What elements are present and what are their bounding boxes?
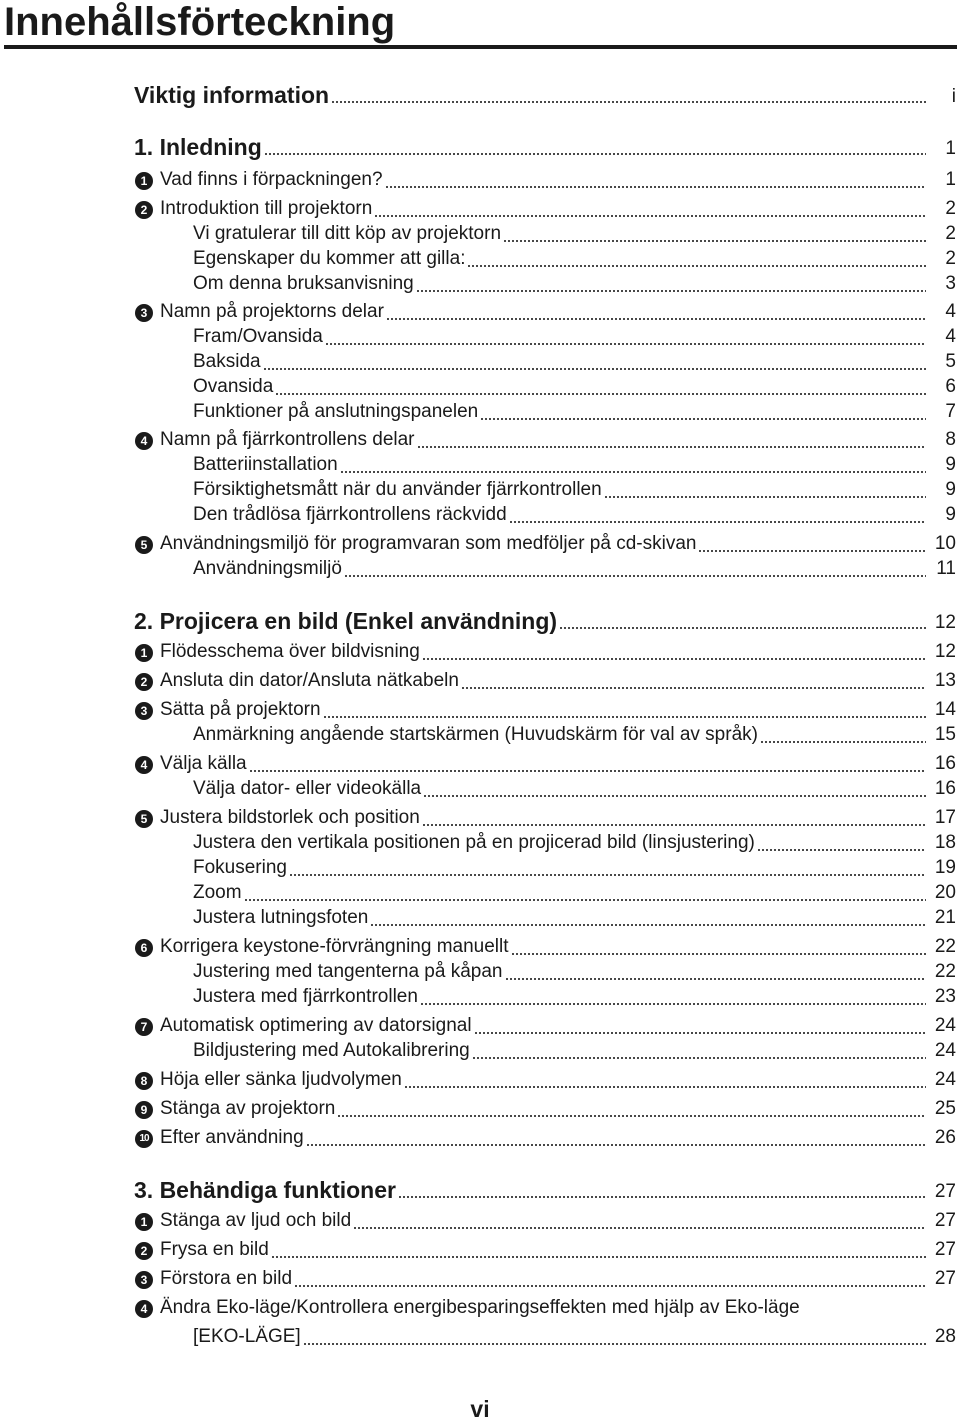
dot-leader [417, 446, 926, 448]
dot-leader [404, 1086, 926, 1088]
toc-entry-label: Ändra Eko-läge/Kontrollera energibesparingseffekten med hjälp av Eko-läge [160, 1295, 802, 1321]
toc-entry[interactable] [0, 299, 960, 325]
number-circle-icon: 3 [135, 702, 153, 720]
number-circle-icon: 1 [135, 1213, 153, 1231]
number-circle-icon: 2 [135, 201, 153, 219]
toc-entry[interactable] [0, 1208, 960, 1234]
toc-entry-label: Baksida [193, 349, 263, 375]
toc-entry-label: Välja dator- eller videokälla [193, 776, 423, 802]
dot-leader [385, 186, 926, 188]
toc-page-number: 18 [932, 830, 956, 856]
number-circle-icon: 4 [135, 432, 153, 450]
toc-page-number: 14 [932, 697, 956, 723]
toc-chapter-entry[interactable] [0, 78, 960, 110]
toc-entry[interactable] [0, 1038, 960, 1064]
dot-leader [340, 471, 926, 473]
toc-entry[interactable] [0, 722, 960, 748]
toc-entry-label: Korrigera keystone-förvrängning manuellt [160, 934, 511, 960]
dot-leader [353, 1227, 926, 1229]
dot-leader [503, 240, 926, 242]
toc-entry[interactable] [0, 805, 960, 831]
toc-entry-label: Förstora en bild [160, 1266, 294, 1292]
toc-entry-label: Anmärkning angående startskärmen (Huvudskärm för val av språk) [193, 722, 760, 748]
toc-page-number: 10 [932, 531, 956, 557]
number-circle-icon: 5 [135, 810, 153, 828]
dot-leader [303, 1343, 926, 1345]
toc-page-number: 25 [932, 1096, 956, 1122]
toc-chapter-entry[interactable] [0, 130, 960, 162]
toc-entry[interactable] [0, 1266, 960, 1292]
toc-page-number: 22 [932, 959, 956, 985]
toc-entry[interactable] [0, 959, 960, 985]
dot-leader [398, 1196, 926, 1198]
toc-entry[interactable] [0, 830, 960, 856]
dot-leader [467, 265, 926, 267]
toc-entry-label: Introduktion till projektorn [160, 196, 374, 222]
toc-entry-label: 2. Projicera en bild (Enkel användning) [134, 608, 558, 634]
toc-page-number: 22 [932, 934, 956, 960]
toc-page-number: 8 [942, 427, 956, 453]
number-circle-icon: 10 [135, 1130, 153, 1148]
toc-page-number: 2 [942, 246, 956, 272]
toc-page-number: 1 [942, 136, 956, 162]
toc-entry-label: Egenskaper du kommer att gilla: [193, 246, 467, 272]
toc-entry-label: Användningsmiljö för programvaran som medföljer på cd-skivan [160, 531, 698, 557]
toc-entry[interactable] [0, 1125, 960, 1151]
toc-entry[interactable] [0, 399, 960, 425]
toc-entry[interactable] [0, 246, 960, 272]
toc-entry[interactable] [0, 271, 960, 297]
dot-leader [275, 393, 926, 395]
toc-entry-label: Stänga av ljud och bild [160, 1208, 353, 1234]
toc-entry-label: Justera med fjärrkontrollen [193, 984, 420, 1010]
toc-entry-label: Frysa en bild [160, 1237, 271, 1263]
toc-page-number: 15 [932, 722, 956, 748]
toc-page-number: 9 [942, 452, 956, 478]
toc-page-number: 27 [932, 1179, 956, 1205]
toc-page-number: 20 [932, 880, 956, 906]
toc-entry-label: Ovansida [193, 374, 275, 400]
toc-entry[interactable] [0, 855, 960, 881]
toc-entry-label: Ansluta din dator/Ansluta nätkabeln [160, 668, 461, 694]
toc-page-number: 9 [942, 502, 956, 528]
toc-page-number: 26 [932, 1125, 956, 1151]
number-circle-icon: 4 [135, 1300, 153, 1318]
toc-entry[interactable] [0, 221, 960, 247]
toc-entry[interactable] [0, 502, 960, 528]
toc-entry-label: Välja källa [160, 751, 249, 777]
toc-entry[interactable] [0, 934, 960, 960]
toc-page-number: 28 [932, 1324, 956, 1350]
page-title: Innehållsförteckning [4, 0, 396, 44]
dot-leader [474, 1032, 926, 1034]
toc-page-number: 4 [942, 324, 956, 350]
toc-entry[interactable] [0, 1067, 960, 1093]
toc-entry-label: Bildjustering med Autokalibrering [193, 1038, 472, 1064]
toc-page-number: 2 [942, 196, 956, 222]
toc-page-number: 13 [932, 668, 956, 694]
toc-page-number: 27 [932, 1266, 956, 1292]
toc-entry-label: 1. Inledning [134, 134, 262, 160]
toc-entry-label: Justera den vertikala positionen på en projicerad bild (linsjustering) [193, 830, 757, 856]
toc-page-number: 1 [942, 167, 956, 193]
toc-entry-label: Försiktighetsmått när du använder fjärrkontrollen [193, 477, 604, 503]
toc-page-number: 7 [942, 399, 956, 425]
number-circle-icon: 2 [135, 673, 153, 691]
toc-page-number: 12 [932, 610, 956, 636]
toc-entry-label: Flödesschema över bildvisning [160, 639, 422, 665]
dot-leader [509, 521, 926, 523]
toc-entry[interactable] [0, 1096, 960, 1122]
dot-leader [472, 1057, 926, 1059]
number-circle-icon: 3 [135, 304, 153, 322]
toc-entry[interactable] [0, 1324, 960, 1350]
toc-entry-label: Automatisk optimering av datorsignal [160, 1013, 474, 1039]
toc-entry-label: Stänga av projektorn [160, 1096, 337, 1122]
toc-entry[interactable] [0, 751, 960, 777]
toc-entry[interactable] [0, 556, 960, 582]
toc-page-number: 21 [932, 905, 956, 931]
dot-leader [505, 978, 926, 980]
toc-entry-label: Fokusering [193, 855, 289, 881]
toc-entry[interactable] [0, 639, 960, 665]
dot-leader [331, 101, 926, 103]
toc-entry-label: Viktig information [134, 82, 330, 108]
dot-leader [264, 153, 926, 155]
toc-entry-label: Om denna bruksanvisning [193, 271, 416, 297]
toc-page-number: 11 [933, 556, 956, 582]
toc-entry-label: Höja eller sänka ljudvolymen [160, 1067, 404, 1093]
dot-leader [249, 770, 926, 772]
toc-entry[interactable] [0, 196, 960, 222]
toc-entry-label: Justering med tangenterna på kåpan [193, 959, 505, 985]
toc-entry-label: Batteriinstallation [193, 452, 340, 478]
dot-leader [480, 418, 926, 420]
toc-entry[interactable] [0, 349, 960, 375]
dot-leader [306, 1144, 926, 1146]
dot-leader [344, 575, 926, 577]
toc-entry[interactable] [0, 668, 960, 694]
toc-page-number: 4 [942, 299, 956, 325]
toc-page-number: 23 [932, 984, 956, 1010]
toc-page-number: 17 [932, 805, 956, 831]
toc-entry[interactable] [0, 531, 960, 557]
dot-leader [289, 874, 926, 876]
toc-entry-label: Användningsmiljö [193, 556, 344, 582]
number-circle-icon: 6 [135, 939, 153, 957]
toc-entry-label: Vi gratulerar till ditt köp av projektorn [193, 221, 503, 247]
dot-leader [323, 716, 926, 718]
toc-page-number: 5 [942, 349, 956, 375]
toc-entry[interactable] [0, 984, 960, 1010]
toc-page-number: 27 [932, 1208, 956, 1234]
toc-page-number: 24 [932, 1038, 956, 1064]
number-circle-icon: 3 [135, 1271, 153, 1289]
dot-leader [337, 1115, 926, 1117]
toc-chapter-entry[interactable] [0, 604, 960, 636]
toc-page-number: i [949, 84, 956, 110]
toc-entry-label: Den trådlösa fjärrkontrollens räckvidd [193, 502, 509, 528]
toc-entry-label: Funktioner på anslutningspanelen [193, 399, 480, 425]
page-number: vi [470, 1396, 490, 1422]
toc-entry-label: Fram/Ovansida [193, 324, 325, 350]
number-circle-icon: 1 [135, 644, 153, 662]
dot-leader [559, 627, 926, 629]
dot-leader [386, 318, 926, 320]
dot-leader [461, 687, 926, 689]
toc-entry[interactable] [0, 1295, 960, 1321]
toc-page-number: 16 [932, 751, 956, 777]
toc-entry[interactable] [0, 427, 960, 453]
toc-page-number: 9 [942, 477, 956, 503]
toc-page-number: 2 [942, 221, 956, 247]
dot-leader [422, 658, 926, 660]
toc-entry-label: Efter användning [160, 1125, 306, 1151]
toc-entry-label: Zoom [193, 880, 244, 906]
dot-leader [604, 496, 926, 498]
toc-entry[interactable] [0, 1013, 960, 1039]
toc-entry[interactable] [0, 776, 960, 802]
dot-leader [271, 1256, 926, 1258]
dot-leader [760, 741, 926, 743]
dot-leader [244, 899, 926, 901]
dot-leader [698, 550, 926, 552]
toc-entry[interactable] [0, 374, 960, 400]
number-circle-icon: 5 [135, 536, 153, 554]
number-circle-icon: 1 [135, 172, 153, 190]
dot-leader [263, 368, 926, 370]
number-circle-icon: 9 [135, 1101, 153, 1119]
toc-entry[interactable] [0, 697, 960, 723]
toc-entry[interactable] [0, 324, 960, 350]
toc-page-number: 3 [942, 271, 956, 297]
toc-entry[interactable] [0, 880, 960, 906]
toc-page-number: 27 [932, 1237, 956, 1263]
toc-chapter-entry[interactable] [0, 1173, 960, 1205]
toc-page-number: 16 [932, 776, 956, 802]
toc-entry-label: Vad finns i förpackningen? [160, 167, 385, 193]
toc-entry-label: Namn på projektorns delar [160, 299, 386, 325]
toc-entry[interactable] [0, 1237, 960, 1263]
number-circle-icon: 2 [135, 1242, 153, 1260]
toc-entry-label: 3. Behändiga funktioner [134, 1177, 396, 1203]
toc-entry-label: Justera lutningsfoten [193, 905, 370, 931]
dot-leader [325, 343, 926, 345]
toc-entry-label: Justera bildstorlek och position [160, 805, 422, 831]
toc-page-number: 12 [932, 639, 956, 665]
dot-leader [370, 924, 926, 926]
toc-entry[interactable] [0, 167, 960, 193]
toc-page-number: 24 [932, 1013, 956, 1039]
dot-leader [420, 1003, 926, 1005]
dot-leader [423, 795, 926, 797]
dot-leader [757, 849, 926, 851]
toc-entry-label: [EKO-LÄGE] [193, 1324, 303, 1350]
dot-leader [422, 824, 926, 826]
number-circle-icon: 4 [135, 756, 153, 774]
toc-entry[interactable] [0, 477, 960, 503]
dot-leader [416, 290, 926, 292]
dot-leader [374, 215, 926, 217]
toc-entry-label: Sätta på projektorn [160, 697, 323, 723]
toc-page-number: 19 [932, 855, 956, 881]
toc-page-number: 6 [942, 374, 956, 400]
number-circle-icon: 8 [135, 1072, 153, 1090]
dot-leader [294, 1285, 926, 1287]
number-circle-icon: 7 [135, 1018, 153, 1036]
toc-entry-label: Namn på fjärrkontrollens delar [160, 427, 417, 453]
toc-entry[interactable] [0, 905, 960, 931]
dot-leader [511, 953, 926, 955]
toc-entry[interactable] [0, 452, 960, 478]
toc-page-number: 24 [932, 1067, 956, 1093]
